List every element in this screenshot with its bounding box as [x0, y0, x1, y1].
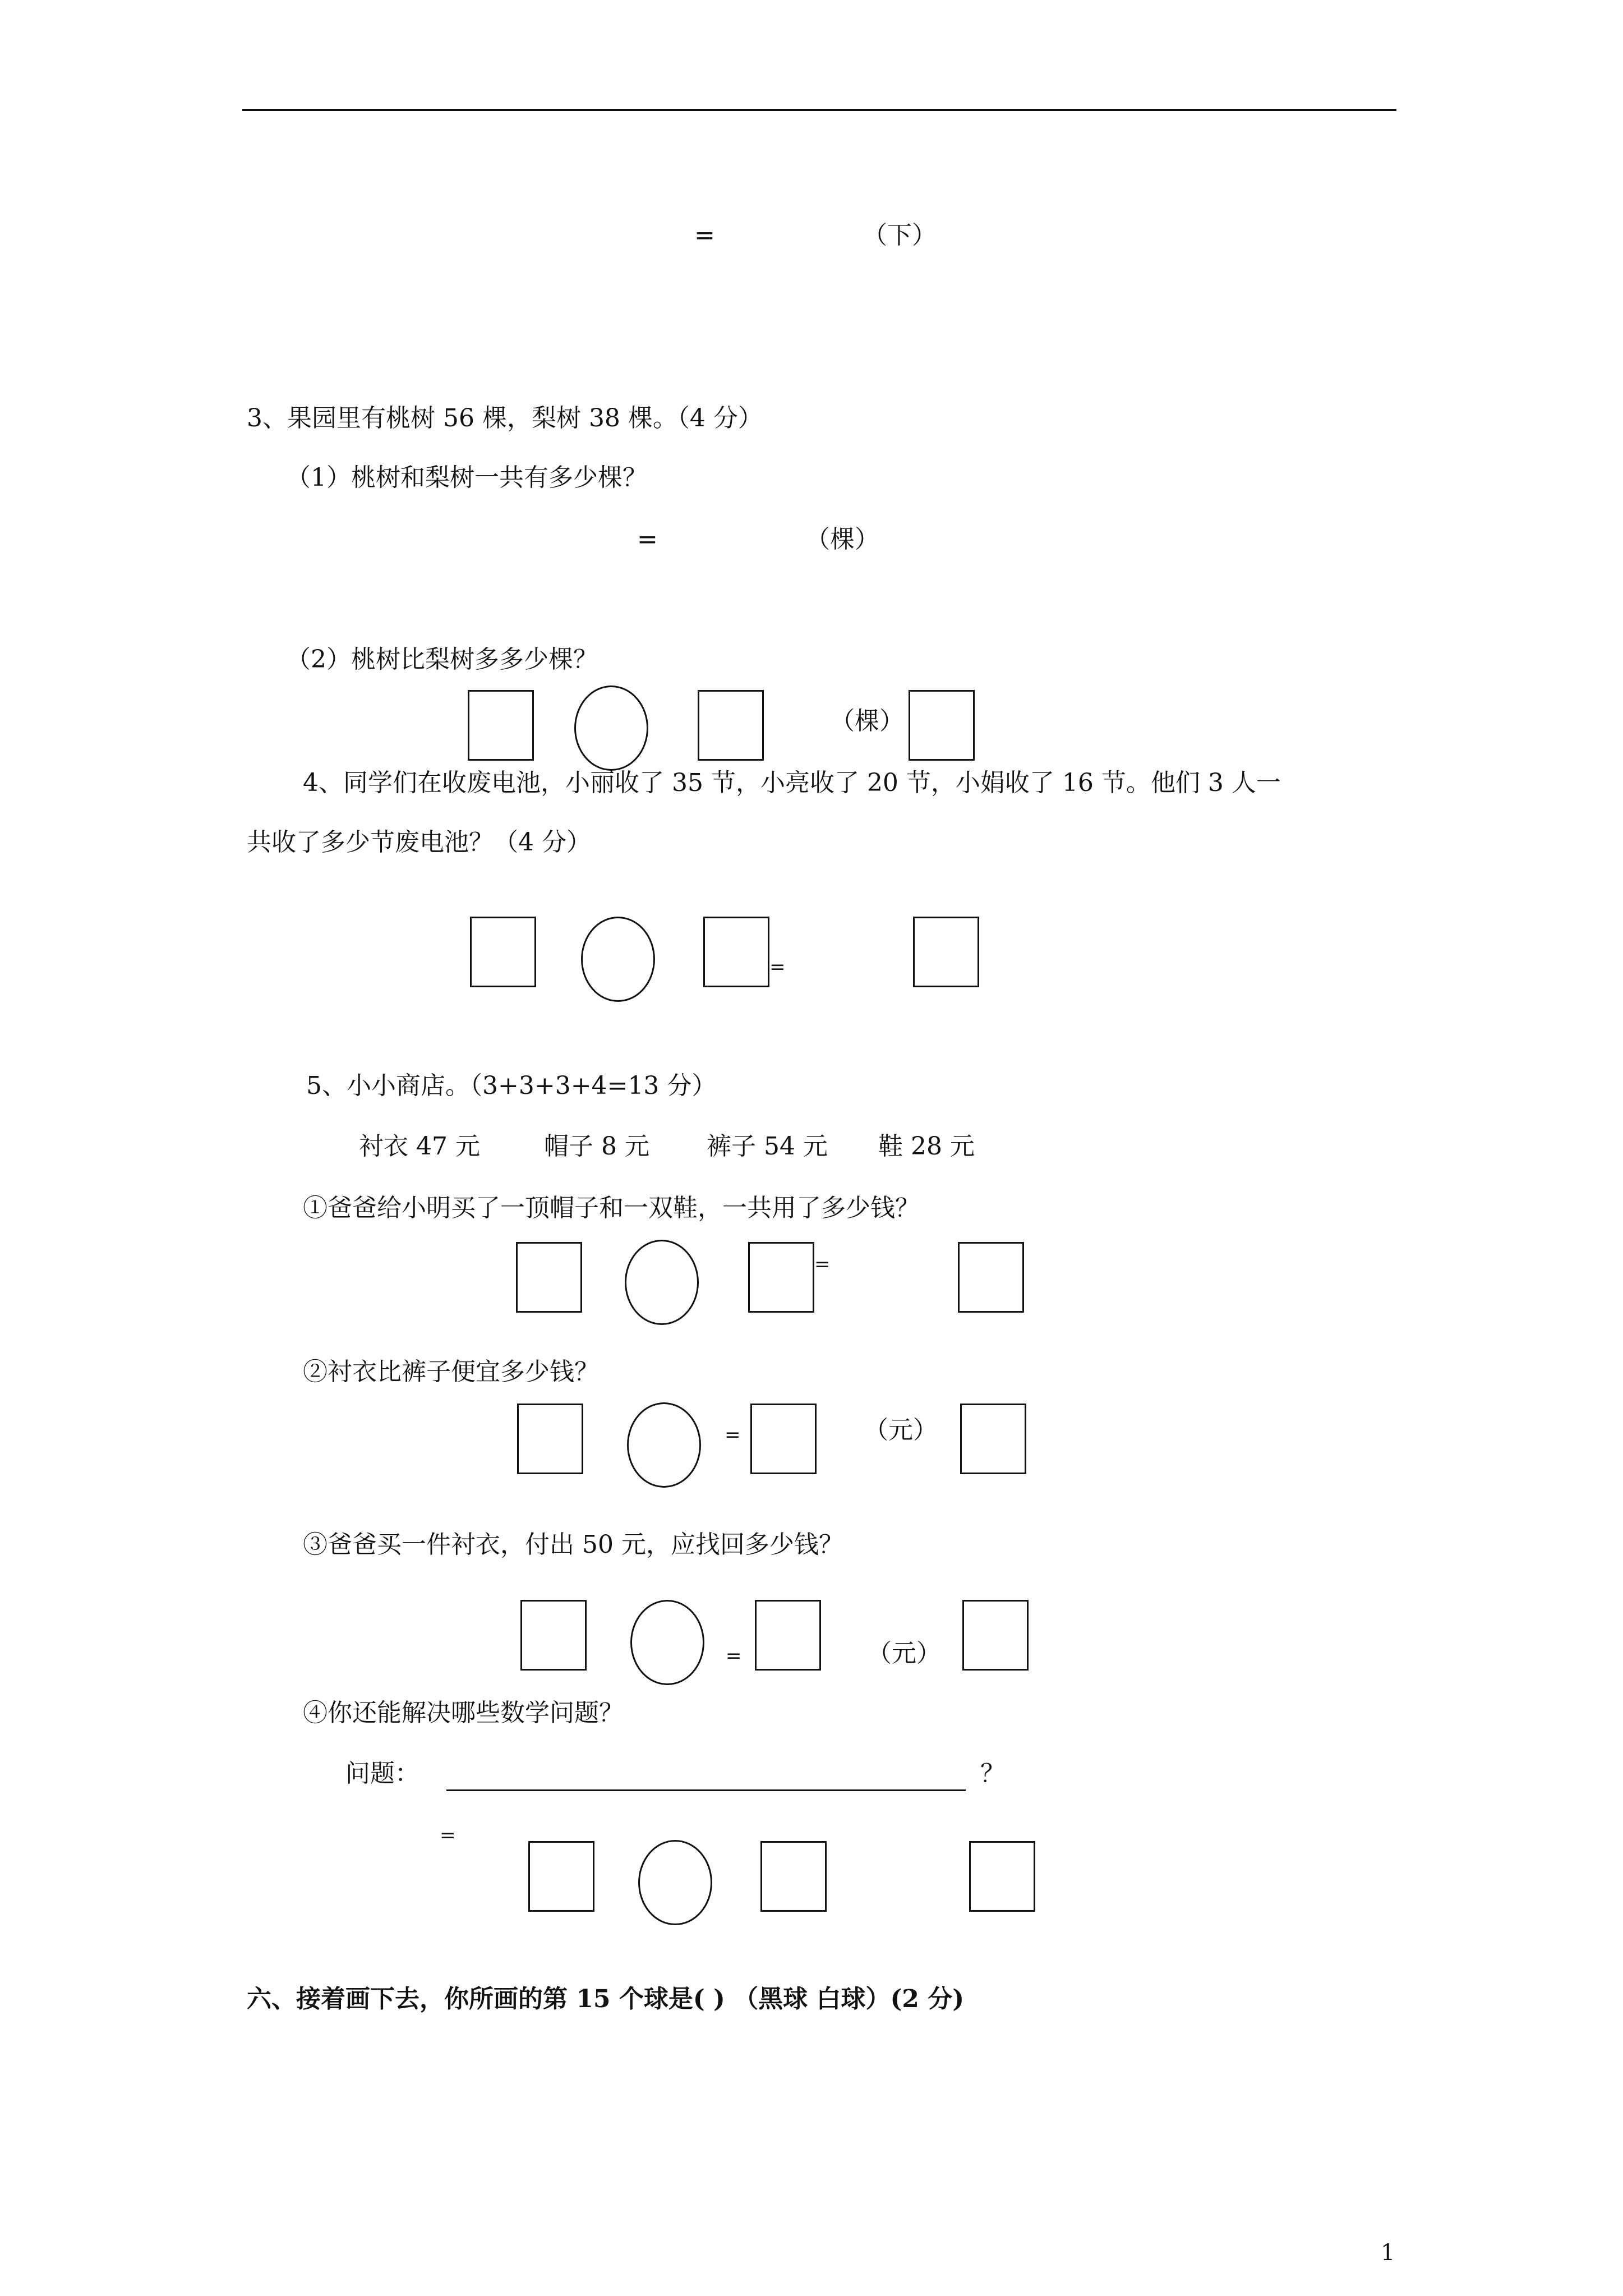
q5-3-equals: = — [726, 1645, 742, 1667]
q5-1-answer-box-result[interactable] — [958, 1242, 1024, 1313]
q5-2-answer-box-result[interactable] — [960, 1404, 1026, 1474]
q5-price-shoes: 鞋 28 元 — [878, 1132, 975, 1161]
q4-line1: 4、同学们在收废电池，小丽收了 35 节，小亮收了 20 节，小娟收了 16 节。他们 3 人一 — [303, 769, 1281, 797]
q5-3-answer-box-1[interactable] — [520, 1600, 587, 1671]
q5-price-hat: 帽子 8 元 — [544, 1132, 649, 1161]
q5-1-operator-circle[interactable] — [625, 1240, 699, 1325]
top-equals-sign: = — [694, 221, 715, 250]
q3-sub2-unit: （棵） — [830, 707, 904, 735]
q5-3-operator-circle[interactable] — [630, 1600, 704, 1685]
q5-4-answer-box-result[interactable] — [969, 1841, 1035, 1912]
q5-3-answer-box-result[interactable] — [962, 1600, 1029, 1671]
q5-sub4-question: ④你还能解决哪些数学问题？ — [303, 1699, 624, 1727]
q4-equals: = — [769, 956, 786, 978]
q5-2-answer-box-2[interactable] — [750, 1404, 817, 1474]
q5-4-operator-circle[interactable] — [638, 1840, 712, 1925]
q3-answer-box-result[interactable] — [909, 690, 975, 761]
q5-4-problem-line[interactable] — [446, 1789, 966, 1791]
q5-sub3-question: ③爸爸买一件衬衣，付出 50 元，应找回多少钱？ — [303, 1530, 843, 1559]
q3-operator-circle[interactable] — [574, 685, 648, 771]
q5-4-answer-box-1[interactable] — [528, 1841, 594, 1912]
header-rule — [242, 109, 1396, 111]
q5-3-unit: （元） — [867, 1639, 941, 1668]
section-6-title: 六、接着画下去，你所画的第 15 个球是( ) （黑球 白球）(2 分) — [247, 1985, 965, 2013]
q4-answer-box-result[interactable] — [913, 917, 979, 987]
q4-operator-circle[interactable] — [581, 917, 655, 1002]
q3-sub2-question: （2）桃树比梨树多多少棵？ — [286, 645, 598, 674]
q5-1-equals: = — [814, 1253, 831, 1276]
page-number: 1 — [1381, 2240, 1395, 2266]
q5-4-question-mark: ？ — [980, 1759, 1005, 1788]
q5-2-unit: （元） — [864, 1416, 938, 1444]
q5-price-shirt: 衬衣 47 元 — [359, 1132, 480, 1161]
q5-price-pants: 裤子 54 元 — [707, 1132, 828, 1161]
q3-answer-box-1[interactable] — [468, 690, 534, 761]
q3-sub1-unit: （棵） — [805, 525, 879, 554]
q3-sub1-equals: = — [637, 525, 658, 554]
q5-4-equals: = — [440, 1824, 456, 1847]
q5-title: 5、小小商店。（3+3+3+4=13 分） — [306, 1071, 717, 1100]
q4-answer-box-1[interactable] — [470, 917, 536, 987]
q5-4-answer-box-2[interactable] — [760, 1841, 827, 1912]
q4-answer-box-2[interactable] — [703, 917, 769, 987]
q5-1-answer-box-1[interactable] — [516, 1242, 582, 1313]
q5-2-answer-box-1[interactable] — [517, 1404, 583, 1474]
q4-line2: 共收了多少节废电池？（4 分） — [247, 828, 591, 857]
q5-sub1-question: ①爸爸给小明买了一顶帽子和一双鞋，一共用了多少钱？ — [303, 1194, 920, 1222]
top-unit-xia: （下） — [863, 221, 937, 250]
q3-sub1-question: （1）桃树和梨树一共有多少棵？ — [286, 463, 647, 492]
q5-4-problem-label: 问题： — [345, 1759, 419, 1788]
q3-answer-box-2[interactable] — [698, 690, 764, 761]
q5-sub2-question: ②衬衣比裤子便宜多少钱？ — [303, 1358, 599, 1386]
q5-2-equals: = — [725, 1424, 741, 1446]
q5-3-answer-box-2[interactable] — [755, 1600, 821, 1671]
q5-1-answer-box-2[interactable] — [748, 1242, 814, 1313]
q5-2-operator-circle[interactable] — [627, 1402, 701, 1488]
q3-title: 3、果园里有桃树 56 棵，梨树 38 棵。（4 分） — [247, 404, 763, 432]
